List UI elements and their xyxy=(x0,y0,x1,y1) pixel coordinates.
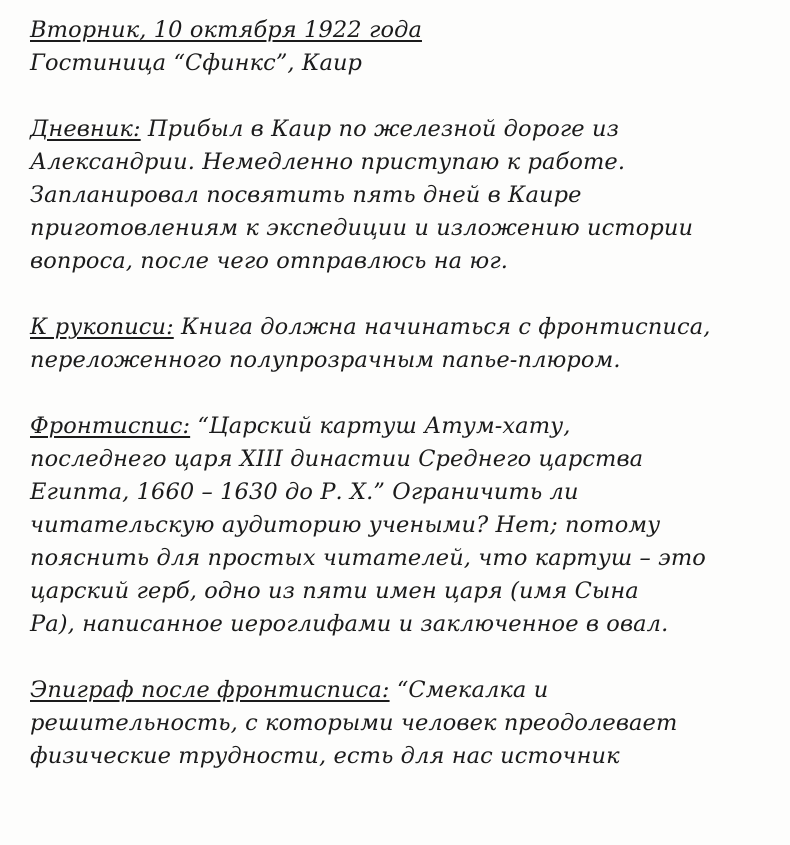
diary-line: Запланировал посвятить пять дней в Каире xyxy=(30,182,582,208)
manuscript-note xyxy=(30,311,772,377)
diary-line: Александрии. Немедленно приступаю к работе. xyxy=(30,149,626,175)
diary-label: Дневник: xyxy=(30,116,141,142)
epigraph-line: “Смекалка и xyxy=(389,677,549,703)
frontispiece-line: читательскую аудиторию учеными? Нет; потому xyxy=(30,512,661,538)
frontispiece-line: “Царский картуш Атум-хату, xyxy=(190,413,571,439)
epigraph-line: физические трудности, есть для нас источник xyxy=(30,743,620,769)
frontispiece-line: пояснить для простых читателей, что картуш – это xyxy=(30,545,706,571)
diary-line: приготовлениям к экспедиции и изложению истории xyxy=(30,215,694,241)
manuscript-label: К рукописи: xyxy=(30,314,174,340)
diary-line: вопроса, после чего отправлюсь на юг. xyxy=(30,248,509,274)
diary-entry xyxy=(30,113,772,278)
journal-header xyxy=(30,14,772,80)
entry-date: Вторник, 10 октября 1922 года xyxy=(30,17,422,43)
frontispiece-note xyxy=(30,410,772,641)
entry-place: Гостиница “Сфинкс”, Каир xyxy=(30,50,363,76)
frontispiece-line: последнего царя XIII династии Среднего царства xyxy=(30,446,644,472)
frontispiece-line: Египта, 1660 – 1630 до Р. Х.” Ограничить ли xyxy=(30,479,579,505)
frontispiece-line: Ра), написанное иероглифами и заключенное в овал. xyxy=(30,611,669,637)
manuscript-line: Книга должна начинаться с фронтисписа, xyxy=(173,314,711,340)
manuscript-line: переложенного полупрозрачным папье-плюром. xyxy=(30,347,621,373)
epigraph-line: решительность, с которыми человек преодолевает xyxy=(30,710,678,736)
epigraph-label: Эпиграф после фронтисписа: xyxy=(30,677,390,703)
frontispiece-label: Фронтиспис: xyxy=(30,413,191,439)
frontispiece-line: царский герб, одно из пяти имен царя (имя Сына xyxy=(30,578,639,604)
epigraph-note xyxy=(30,674,772,773)
diary-line: Прибыл в Каир по железной дороге из xyxy=(140,116,619,142)
